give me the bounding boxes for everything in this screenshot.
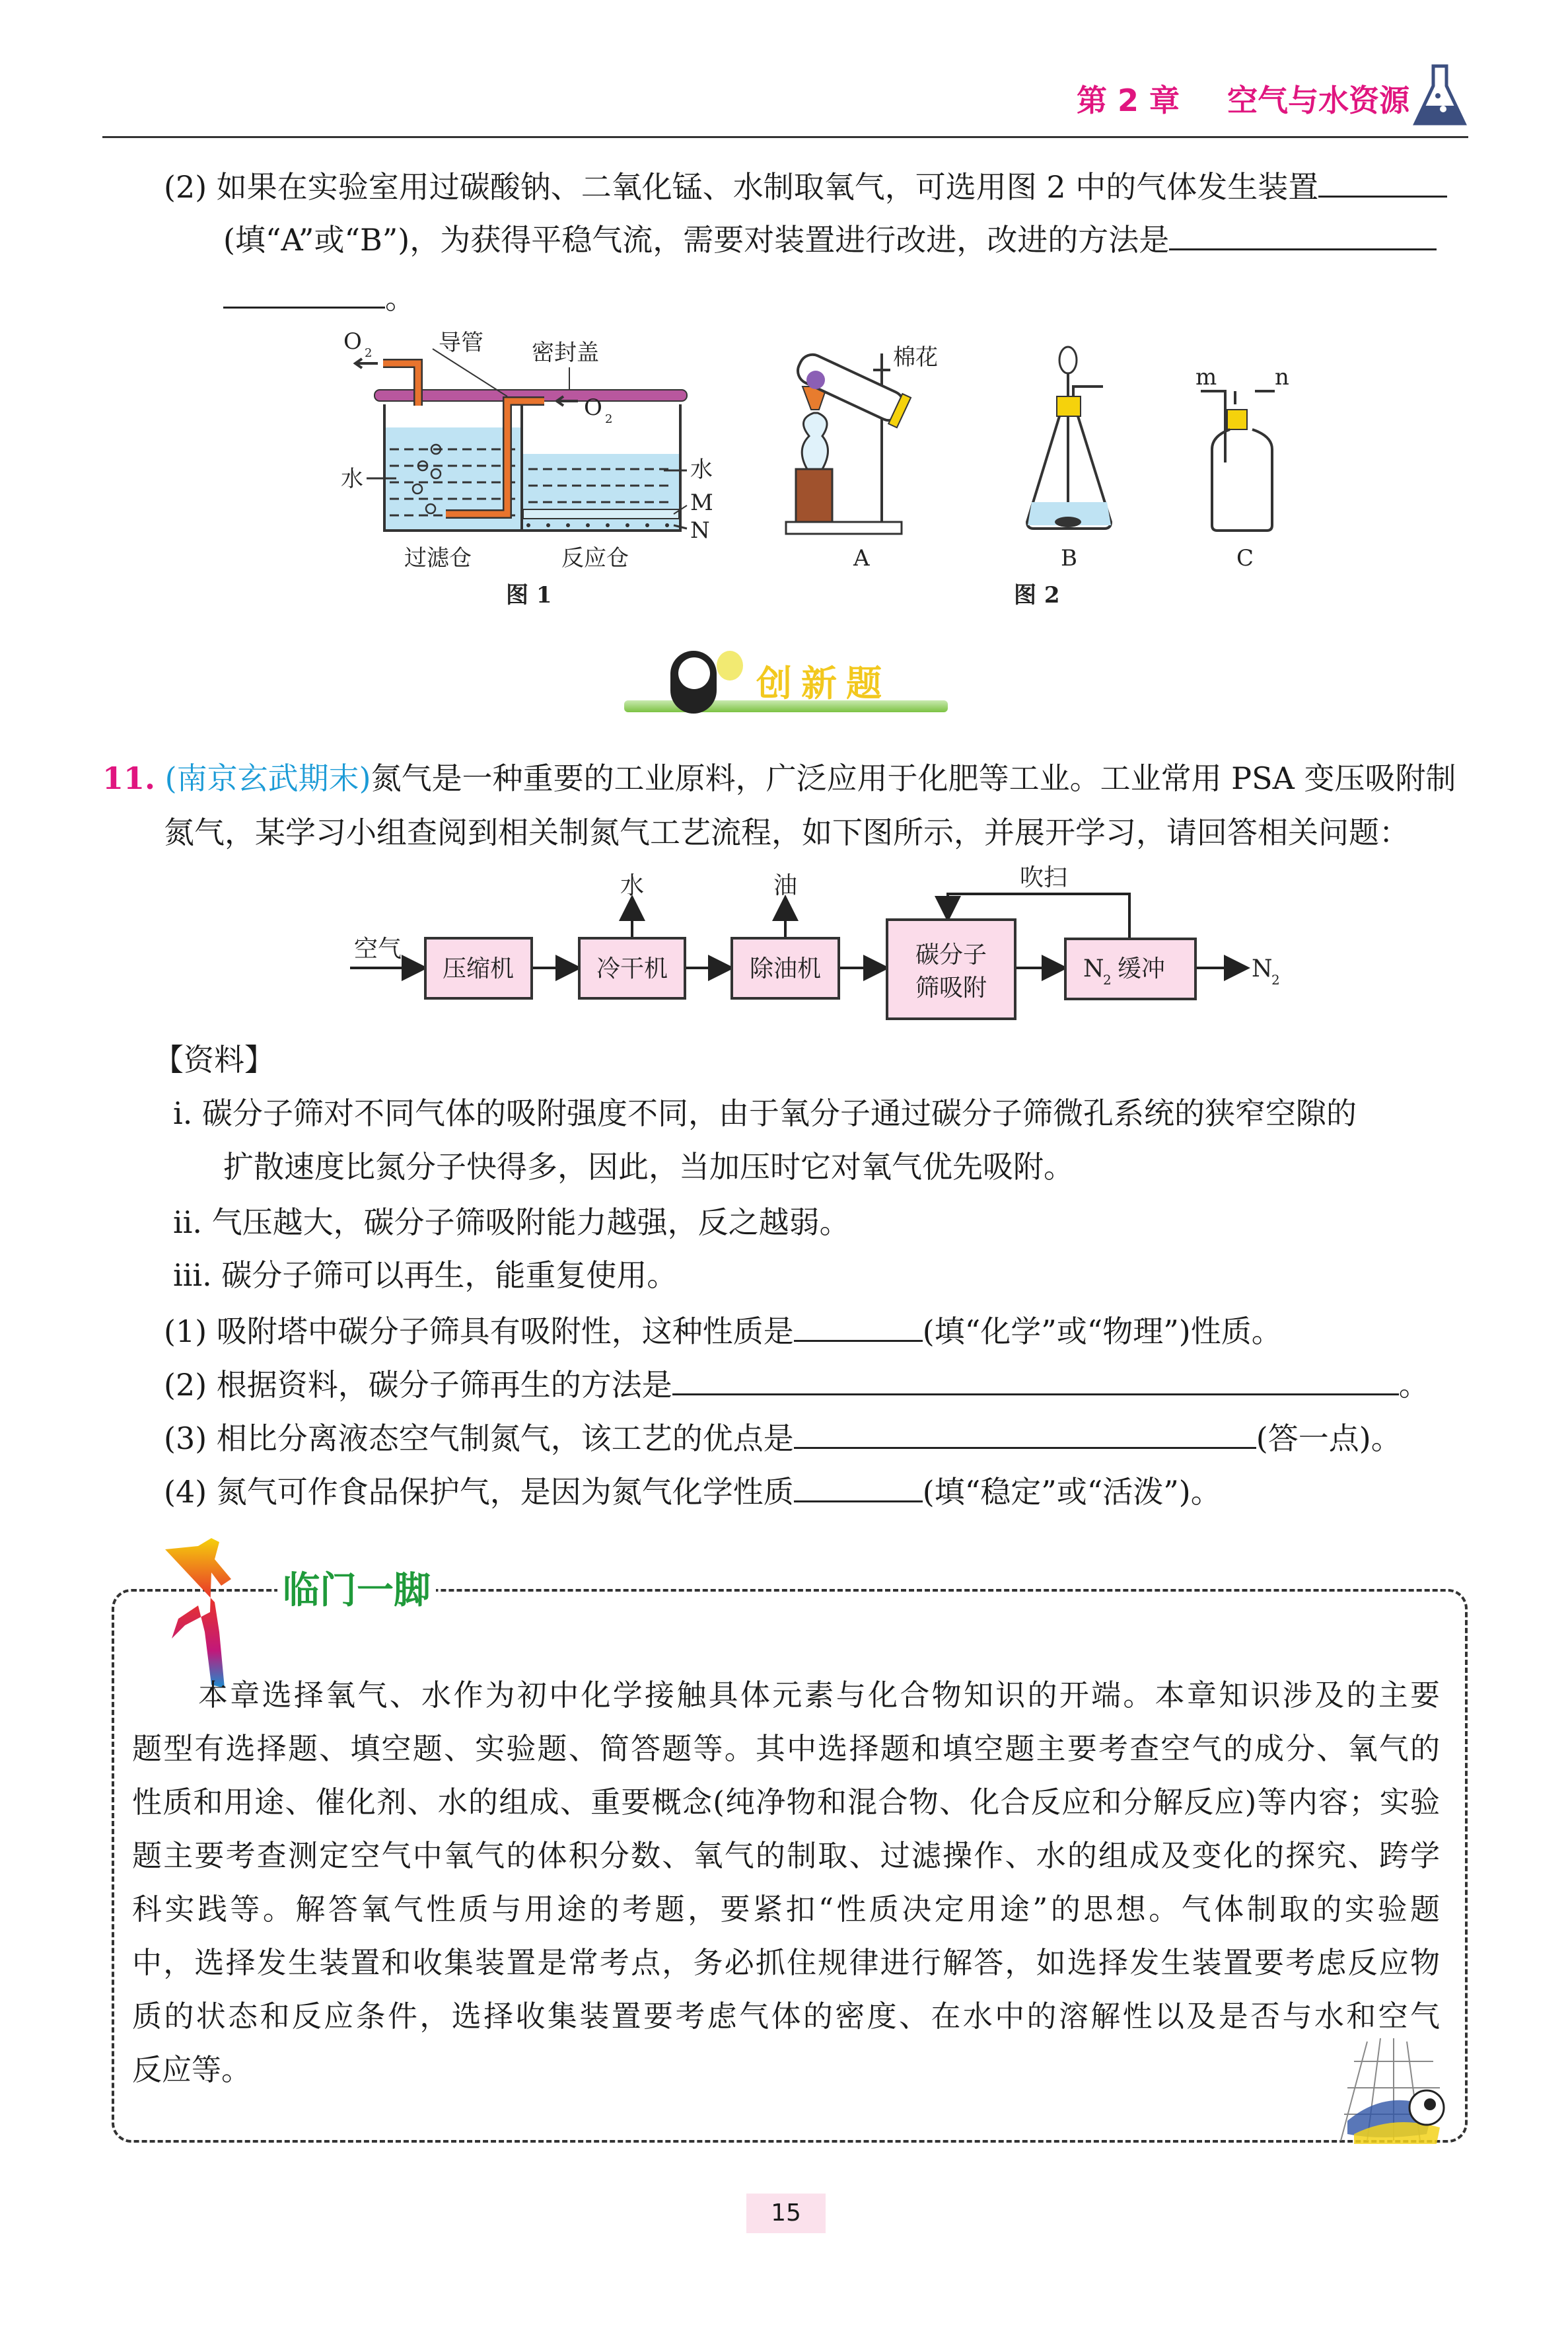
label-n: n (1275, 364, 1289, 390)
q11-line2 (164, 813, 1409, 852)
tip-line: 科实践等。解答氧气性质与用途的考题，要紧扣“性质决定用途”的思想。气体制取的实验题 (132, 1892, 1440, 1927)
label-a: A (853, 545, 870, 572)
subscript: 2 (605, 412, 613, 426)
step-label: 压缩机 (442, 955, 515, 982)
chapter-title: 空气与水资源 (1227, 83, 1410, 118)
apparatus-a (786, 349, 911, 534)
apparatus-c (1201, 391, 1275, 531)
step-label: 冷干机 (596, 955, 668, 982)
step-label: N (1083, 955, 1104, 982)
label-c: C (1236, 545, 1254, 572)
subscript: 2 (365, 346, 373, 360)
material-text: 碳分子筛可以再生，能重复使用。 (221, 1257, 678, 1293)
badge-label: 创新题 (756, 663, 891, 704)
soccer-ball-net-icon (1328, 2035, 1460, 2147)
question-text: 氮气，某学习小组查阅到相关制氮气工艺流程，如下图所示，并展开学习，请回答相关问题： (164, 815, 1409, 850)
material-3 (173, 1255, 677, 1295)
lollipop-icon (717, 651, 743, 681)
answer-blank[interactable] (672, 1364, 1399, 1395)
question-number: (3) (164, 1421, 207, 1456)
arrow-left-icon (355, 359, 378, 368)
water-label: 水 (690, 457, 713, 483)
subscript: 2 (1103, 972, 1112, 988)
n-label: N (690, 517, 710, 544)
tip-line: 反应等。 (132, 2052, 252, 2087)
cotton-label: 棉花 (893, 344, 938, 371)
answer-blank[interactable] (794, 1418, 1256, 1449)
question-text: (填“化学”或“物理”)性质。 (922, 1313, 1282, 1349)
step-label: 缓冲 (1118, 955, 1166, 982)
figure-2 (786, 344, 1289, 609)
figures (0, 0, 1568, 634)
innovation-badge (624, 638, 948, 723)
item-number: ⅰ. (173, 1095, 193, 1131)
o2-label: O (343, 328, 362, 355)
step-label: 筛吸附 (915, 975, 987, 1002)
page-number: 15 (746, 2194, 826, 2233)
item-number: ⅲ. (173, 1257, 212, 1293)
o2-label: O (584, 394, 602, 421)
tip-line: 质的状态和反应条件，选择收集装置要考虑气体的密度、在水中的溶解性以及是否与水和空气 (132, 1999, 1440, 2034)
step-label: 碳分子 (915, 941, 987, 969)
tip-title: 临门一脚 (277, 1569, 436, 1613)
question-number: 11. (102, 760, 156, 796)
question-text: 根据资料，碳分子筛再生的方法是 (216, 1367, 672, 1403)
mascot-face (678, 657, 710, 689)
question-number: (2) (164, 1367, 207, 1403)
step-label: 除油机 (749, 955, 822, 982)
question-text: 吸附塔中碳分子筛具有吸附性，这种性质是 (216, 1313, 794, 1349)
tip-line: 题主要考查测定空气中氧气的体积分数、氧气的制取、过滤操作、水的组成及变化的探究、跨学 (132, 1838, 1440, 1873)
filter-chamber-label: 过滤仓 (404, 545, 472, 572)
question-number: (1) (164, 1313, 207, 1349)
material-1-cont: 扩散速度比氮分子快得多，因此，当加压时它对氧气优先吸附。 (223, 1149, 1074, 1185)
material-text: 气压越大，碳分子筛吸附能力越强，反之越弱。 (211, 1204, 850, 1240)
water-label: 水 (341, 466, 363, 492)
material-text: 碳分子筛对不同气体的吸附强度不同，由于氧分子通过碳分子筛微孔系统的狭窄空隙的 (201, 1095, 1357, 1131)
material-1 (173, 1093, 1357, 1133)
subquestion-1 (164, 1311, 1282, 1351)
subquestion-4 (164, 1471, 1221, 1512)
tip-line: 本章选择氧气、水作为初中化学接触具体元素与化合物知识的开端。本章知识涉及的主要 (198, 1678, 1440, 1713)
reaction-chamber-label: 反应仓 (561, 545, 629, 572)
step-carbon-sieve (887, 920, 1015, 1019)
question-text: 如果在实验室用过碳酸钠、二氧化锰、水制取氧气，可选用图 2 中的气体发生装置 (216, 169, 1319, 205)
chapter-number: 第 2 章 (1077, 83, 1180, 118)
answer-blank[interactable] (794, 1311, 923, 1342)
label-m: m (1195, 364, 1217, 390)
question-text: 氮气可作食品保护气，是因为氮气化学性质 (216, 1474, 794, 1510)
materials-title: 【资料】 (153, 1042, 275, 1078)
question-text: 相比分离液态空气制氮气，该工艺的优点是 (216, 1421, 794, 1456)
subquestion-3 (164, 1418, 1402, 1458)
material-2 (173, 1202, 850, 1242)
answer-blank[interactable] (794, 1471, 923, 1502)
process-flowchart (0, 859, 1568, 1037)
label-b: B (1061, 545, 1077, 572)
q11-line1 (102, 758, 1456, 798)
output-n2-label: N (1252, 955, 1273, 982)
tip-line: 题型有选择题、填空题、实验题、简答题等。其中选择题和填空题主要考查空气的成分、氧气的 (132, 1731, 1440, 1766)
apparatus-b (1027, 347, 1111, 529)
soccer-player-icon (159, 1533, 277, 1691)
subscript: 2 (1271, 972, 1280, 988)
input-air-label: 空气 (353, 936, 402, 963)
tip-line: 中，选择发生装置和收集装置是常考点，务必抓住规律进行解答，如选择发生装置要考虑反应物 (132, 1945, 1440, 1980)
period: 。 (385, 280, 415, 316)
subquestion-2 (164, 1364, 1429, 1405)
layer-m (523, 509, 679, 519)
question-text: (填“A”或“B”)，为获得平稳气流，需要对装置进行改进，改进的方法是 (223, 222, 1170, 258)
m-label: M (690, 490, 713, 516)
question-number: (2) (164, 169, 207, 205)
tube-label: 导管 (439, 330, 483, 356)
question-text: (填“稳定”或“活泼”)。 (922, 1474, 1221, 1510)
item-number: ⅱ. (173, 1204, 203, 1240)
tip-line: 性质和用途、催化剂、水的组成、重要概念(纯净物和混合物、化合反应和分解反应)等内容；实验 (132, 1785, 1440, 1820)
question-text: (答一点)。 (1256, 1421, 1402, 1456)
question-text: 。 (1398, 1367, 1429, 1403)
purge-label: 吹扫 (1019, 864, 1068, 891)
water-output-label: 水 (620, 872, 645, 899)
question-number: (4) (164, 1474, 207, 1510)
question-source: (南京玄武期末) (164, 760, 371, 796)
figure-2-caption: 图 2 (1014, 582, 1060, 609)
lid-label: 密封盖 (532, 340, 599, 366)
figure-1-caption: 图 1 (506, 582, 552, 609)
oil-output-label: 油 (773, 872, 798, 899)
figure-1 (341, 328, 713, 609)
question-text: 氮气是一种重要的工业原料，广泛应用于化肥等工业。工业常用 PSA 变压吸附制 (371, 760, 1456, 796)
